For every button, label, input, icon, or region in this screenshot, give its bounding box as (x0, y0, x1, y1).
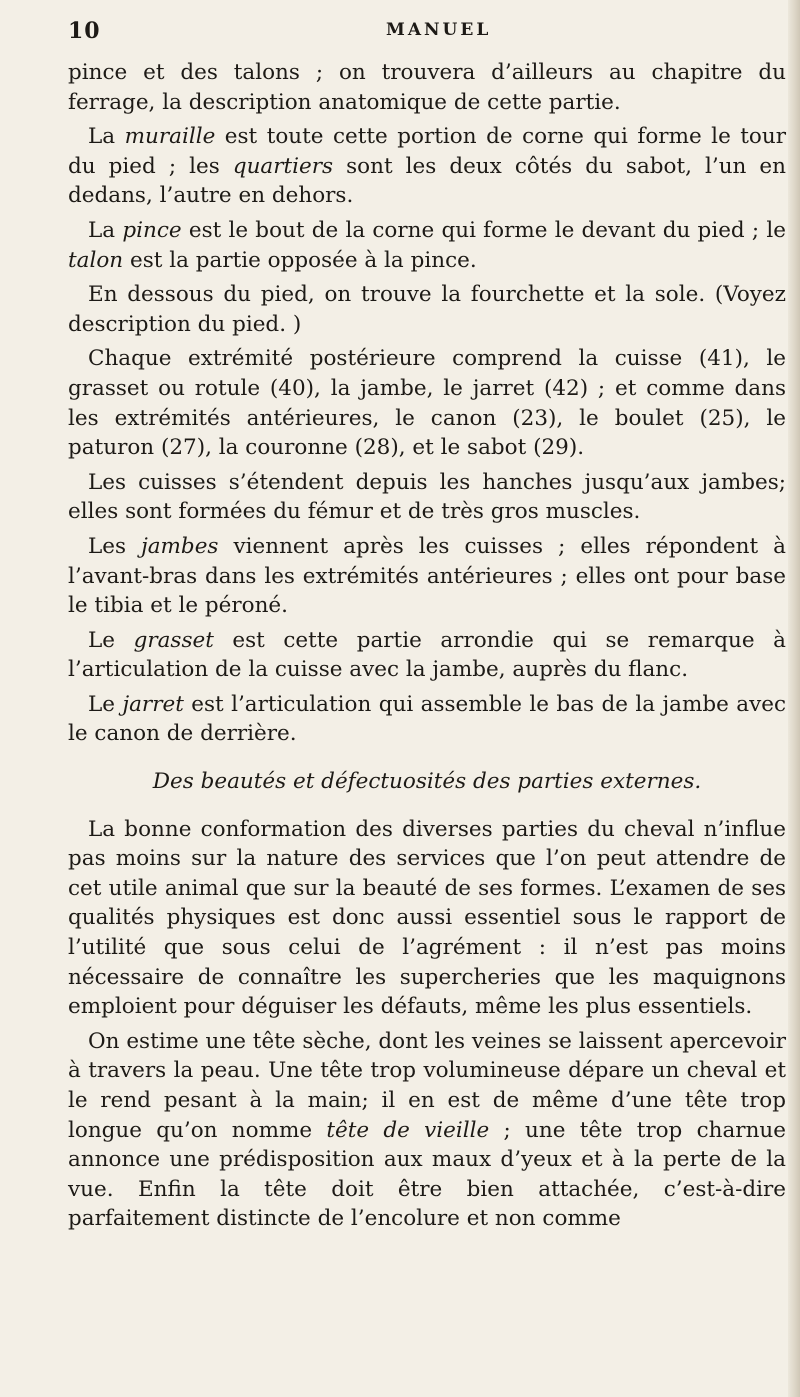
paragraph (68, 1027, 786, 1234)
italic-term: grasset (133, 627, 214, 653)
text-run: Chaque extrémité postérieure comprend la cuisse (41), le grasset ou rotule (40), la jambe, le jarret (42) ; et comme dans les extrémités antérieures, le canon (23), le boulet (25), le paturon (27), la couronne (28), et le sabot (29). (68, 346, 786, 461)
running-title: MANUEL (386, 20, 492, 40)
text-run: La (88, 124, 125, 150)
section-heading: Des beautés et défectuosités des parties externes. (152, 769, 702, 795)
paragraph (68, 58, 786, 117)
text-run: est cette partie arrondie qui se remarque à l’articulation de la cuisse avec la jambe, auprès du flanc. (68, 627, 786, 683)
italic-term: talon (68, 247, 124, 273)
running-head (68, 18, 790, 46)
text-run: est l’articulation qui assemble le bas de la jambe avec le canon de derrière. (68, 691, 787, 747)
paragraph (68, 122, 786, 211)
text-run: Les cuisses s’étendent depuis les hanches jusqu’aux jambes; elles sont formées du fémur et de très gros muscles. (68, 469, 786, 525)
paragraph-group (68, 58, 786, 749)
paragraph (68, 532, 786, 621)
text-run: La bonne conformation des diverses parties du cheval n’influe pas moins sur la nature des services que l’on peut attendre de cet utile animal que sur la beauté de ses formes. L’examen de ses qualités physiques est donc aussi essentiel sous le rapport de l’utilité que sous celui de l’agrément : il n’est pas moins nécessaire de connaître les supercheries que les maquignons emploient pour déguiser les défauts, même les plus essentiels. (68, 816, 786, 1020)
italic-term: pince (122, 217, 182, 243)
paragraph (68, 280, 786, 339)
paragraph (68, 344, 786, 462)
italic-term: tête de vieille (326, 1117, 490, 1143)
paragraph (68, 690, 786, 749)
text-run: On estime une tête sèche, dont les veines se laissent apercevoir à travers la peau. Une tête trop volumineuse dépare un cheval et le rend pesant à la main; il en est de même d’une tête trop longue qu’on nomme (68, 1028, 786, 1143)
text-run: ; une tête trop charnue annonce une prédisposition aux maux d’yeux et à la perte de la vue. Enfin la tête doit être bien attachée, c’est-à-dire parfaitement distincte de l’encolure et non comme (68, 1117, 786, 1232)
text-run: Le (88, 627, 134, 653)
text-run: viennent après les cuisses ; elles répondent à l’avant-bras dans les extrémités antérieures ; elles ont pour base le tibia et le péroné. (68, 533, 786, 619)
text-run: Le (88, 691, 123, 717)
paragraph (68, 468, 786, 527)
italic-term: muraille (124, 124, 216, 150)
page-number: 10 (68, 18, 101, 44)
text-run: est la partie opposée à la pince. (123, 247, 477, 273)
text-run: est le bout de la corne qui forme le devant du pied ; le (181, 217, 787, 243)
italic-term: jambes (141, 533, 219, 559)
text-run: sont les deux côtés du sabot, l’un en dedans, l’autre en dehors. (68, 153, 787, 209)
text-run: En dessous du pied, on trouve la fourchette et la sole. (Voyez description du pied. ) (68, 282, 786, 337)
text-run: La (88, 217, 123, 243)
paragraph (68, 216, 786, 275)
text-run: Les (88, 533, 142, 559)
page-edge (788, 0, 800, 1397)
body-text (68, 58, 786, 1239)
text-run: est toute cette portion de corne qui forme le tour du pied ; les (68, 124, 786, 179)
paragraph-group (68, 815, 786, 1234)
italic-term: quartiers (232, 153, 334, 179)
italic-term: jarret (122, 691, 184, 717)
paragraph (68, 626, 786, 685)
text-run: pince et des talons ; on trouvera d’ailleurs au chapitre du ferrage, la description anatomique de cette partie. (68, 60, 786, 115)
paragraph (68, 815, 786, 1022)
